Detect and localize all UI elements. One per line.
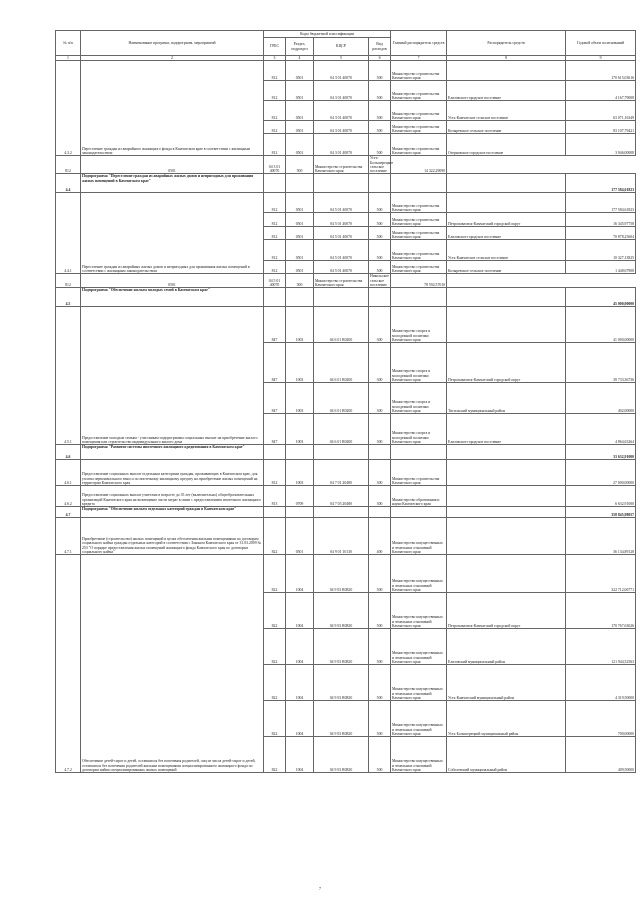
vr-code: 500 bbox=[369, 61, 391, 81]
vr-code: 300 bbox=[369, 460, 391, 486]
grbs-code: 822 bbox=[264, 737, 286, 773]
annual-amount: 27 000,00000 bbox=[566, 460, 636, 486]
measure-name: Обеспечение детей-сирот и детей, оставшихся без попечения родителей, лиц из числа детей-сирот и детей, оставшихся без попечения родителей жилыми помещениями специализированного жилищного фонда по договорам найма специализированных жилых помещений bbox=[81, 555, 264, 773]
grbs-code: 812 bbox=[264, 261, 286, 274]
empty-cell bbox=[314, 445, 369, 460]
kcsr-code: 04 5 01 40070 bbox=[314, 193, 369, 213]
vr-code: 500 bbox=[369, 193, 391, 213]
annual-amount: 14 322,29090 bbox=[391, 156, 447, 174]
measure-row bbox=[56, 307, 636, 343]
funds-recipient bbox=[447, 61, 566, 81]
main-administrator: Министерство имущественных и земельных отношений Камчатского края bbox=[391, 737, 447, 773]
funds-recipient bbox=[447, 460, 566, 486]
grbs-code: 822 bbox=[264, 665, 286, 701]
empty-cell bbox=[447, 507, 566, 518]
subprogram-amount: 33 632,91000 bbox=[566, 445, 636, 460]
grbs-code: 822 bbox=[264, 555, 286, 593]
empty-cell bbox=[369, 288, 391, 307]
col-number: 6 bbox=[369, 56, 391, 61]
empty-cell bbox=[369, 174, 391, 193]
vr-code: 500 bbox=[369, 737, 391, 773]
measure-row bbox=[56, 193, 636, 213]
empty-cell bbox=[314, 507, 369, 518]
measure-number: 4.5.1 bbox=[56, 307, 81, 445]
annual-amount: 63 071,16349 bbox=[566, 101, 636, 121]
annual-amount: 36 134,89128 bbox=[566, 518, 636, 555]
vr-code: 500 bbox=[369, 227, 391, 240]
main-administrator: Министерство строительства Камчатского края bbox=[391, 261, 447, 274]
kcsr-code: 04 3 01 40070 bbox=[314, 134, 369, 156]
main-administrator: Министерство спорта и молодежной политики Камчатского края bbox=[391, 383, 447, 414]
razdel-code: 1004 bbox=[286, 593, 314, 629]
subprogram-name: Подпрограмма "Переселение граждан из аварийных жилых домов и непригодных для проживания жилых помещений в Камчатском крае" bbox=[81, 174, 264, 193]
empty-cell bbox=[369, 507, 391, 518]
razdel-code: 1004 bbox=[286, 737, 314, 773]
measure-row bbox=[56, 61, 636, 81]
funds-recipient: Тигильский муниципальный район bbox=[447, 383, 566, 414]
funds-recipient: Козыревское сельское поселение bbox=[447, 121, 566, 134]
funds-recipient: Елизовское городское поселение bbox=[447, 81, 566, 101]
razdel-code: 0501 bbox=[286, 227, 314, 240]
empty-cell bbox=[447, 445, 566, 460]
main-administrator: Министерство образования и науки Камчатского края bbox=[391, 486, 447, 507]
funds-recipient: Козыревское сельское поселение bbox=[447, 261, 566, 274]
measure-row bbox=[56, 486, 636, 507]
main-administrator: Министерство строительства Камчатского края bbox=[314, 156, 369, 174]
main-administrator: Министерство строительства Камчатского края bbox=[391, 213, 447, 227]
main-administrator: Министерство спорта и молодежной политики Камчатского края bbox=[391, 343, 447, 383]
funds-recipient: Петропавловск-Камчатский городской округ bbox=[447, 593, 566, 629]
grbs-code: 847 bbox=[264, 307, 286, 343]
col-header-admin: Главный распорядитель средств bbox=[391, 31, 447, 56]
col-header-grbs: ГРБС bbox=[264, 38, 286, 56]
grbs-code: 812 bbox=[56, 156, 81, 174]
razdel-code: 0501 bbox=[286, 121, 314, 134]
subprogram-row bbox=[56, 174, 636, 193]
measure-name: Предоставление социальных выплат отдельным категориям граждан, проживающих в Камчатском крае, для уплаты первоначального взноса по ипотечному жилищному кредиту на приобретение жилых помещений на территории Камчатского края bbox=[81, 460, 264, 486]
grbs-code: 812 bbox=[264, 121, 286, 134]
grbs-code: 813 bbox=[264, 486, 286, 507]
annual-amount: 10 327,13825 bbox=[566, 240, 636, 261]
funds-recipient: Никольское сельское поселение bbox=[370, 274, 389, 288]
empty-cell bbox=[447, 174, 566, 193]
vr-code: 500 bbox=[369, 134, 391, 156]
grbs-code: 822 bbox=[264, 629, 286, 665]
col-number: 1 bbox=[56, 56, 81, 61]
main-administrator: Министерство строительства Камчатского края bbox=[314, 274, 369, 288]
kcsr-code: 04 9 03 R0820 bbox=[314, 737, 369, 773]
empty-cell bbox=[286, 445, 314, 460]
main-administrator: Министерство строительства Камчатского края bbox=[391, 240, 447, 261]
annual-amount: 4 319,50000 bbox=[566, 665, 636, 701]
subprogram-name: Подпрограмма "Обеспечение жильем молодых семей в Камчатском крае" bbox=[81, 288, 264, 307]
funds-recipient: Елизовское городское поселение bbox=[447, 227, 566, 240]
main-administrator: Министерство имущественных и земельных отношений Камчатского края bbox=[391, 518, 447, 555]
grbs-code: 812 bbox=[264, 227, 286, 240]
annual-amount: 70 878,25604 bbox=[566, 227, 636, 240]
razdel-code: 0501 bbox=[286, 81, 314, 101]
razdel-code: 1003 bbox=[286, 343, 314, 383]
annual-amount: 409,50000 bbox=[566, 737, 636, 773]
kcsr-code: 04 9 03 R0820 bbox=[314, 593, 369, 629]
funds-recipient bbox=[447, 555, 566, 593]
annual-amount: 4 167,79008 bbox=[566, 81, 636, 101]
razdel-code: 0501 bbox=[286, 101, 314, 121]
kcsr-code: 04 5 01 40070 bbox=[314, 227, 369, 240]
annual-amount: 83 107,79421 bbox=[566, 121, 636, 134]
vr-code: 500 bbox=[369, 121, 391, 134]
empty-cell bbox=[264, 288, 286, 307]
razdel-code: 0501 bbox=[81, 156, 264, 174]
subprogram-number: 4.7 bbox=[56, 507, 81, 518]
vr-code: 300 bbox=[369, 307, 391, 343]
kcsr-code: 04 3 01 40070 bbox=[314, 121, 369, 134]
measure-row bbox=[56, 460, 636, 486]
razdel-code: 0501 bbox=[286, 134, 314, 156]
razdel-code: 0501 bbox=[286, 261, 314, 274]
empty-cell bbox=[286, 288, 314, 307]
grbs-code: 812 bbox=[264, 61, 286, 81]
kcsr-code: 04 3 01 40070 bbox=[264, 156, 286, 174]
measure-row bbox=[56, 518, 636, 555]
subprogram-amount: 358 845,98057 bbox=[566, 507, 636, 518]
col-number: 3 bbox=[264, 56, 286, 61]
empty-cell bbox=[391, 174, 447, 193]
funds-recipient: Елизовское городское поселение bbox=[447, 414, 566, 445]
table-body bbox=[56, 61, 636, 773]
kcsr-code: 04 5 01 40070 bbox=[264, 274, 286, 288]
kcsr-code: 04 7 01 20480 bbox=[314, 460, 369, 486]
razdel-code: 1003 bbox=[286, 414, 314, 445]
vr-code: 500 bbox=[369, 101, 391, 121]
grbs-code: 847 bbox=[264, 343, 286, 383]
kcsr-code: 04 6 01 R0200 bbox=[314, 343, 369, 383]
grbs-code: 812 bbox=[264, 81, 286, 101]
funds-recipient: Елизовский муниципальный район bbox=[447, 629, 566, 665]
measure-number: 4.3.2 bbox=[56, 61, 81, 156]
measure-name: Предоставление социальных выплат учителям в возрасте до 35 лет (включительно) общеобразовательных организаций Камчатского края на возмещение части затрат в связи с предоставлением ипотечного жилищного кредита bbox=[81, 486, 264, 507]
funds-recipient: Петропавловск-Камчатский городской округ bbox=[447, 213, 566, 227]
kcsr-code: 04 5 01 40070 bbox=[314, 240, 369, 261]
kcsr-code: 04 5 01 40070 bbox=[314, 213, 369, 227]
funds-recipient bbox=[447, 518, 566, 555]
main-administrator: Министерство имущественных и земельных отношений Камчатского края bbox=[391, 593, 447, 629]
vr-code: 500 bbox=[369, 81, 391, 101]
funds-recipient: Соболевский муниципальный район bbox=[447, 737, 566, 773]
razdel-code: 0501 bbox=[286, 193, 314, 213]
annual-amount: 4 864,63264 bbox=[566, 414, 636, 445]
measure-name: Переселение граждан из аварийных жилых домов и непригодных для проживания жилых помещений в соответствии с жилищным законодательством bbox=[81, 193, 264, 274]
kcsr-code: 04 9 03 R0820 bbox=[314, 555, 369, 593]
annual-amount: 41 000,00000 bbox=[566, 307, 636, 343]
annual-amount: 170 615,03616 bbox=[566, 61, 636, 81]
vr-code: 500 bbox=[369, 555, 391, 593]
vr-code: 500 bbox=[369, 240, 391, 261]
col-number: 5 bbox=[314, 56, 369, 61]
measure-number: 4.7.1 bbox=[56, 518, 81, 555]
grbs-code: 812 bbox=[264, 213, 286, 227]
subprogram-number: 4.5 bbox=[56, 288, 81, 307]
kcsr-code: 04 6 01 R0200 bbox=[314, 414, 369, 445]
razdel-code: 1003 bbox=[286, 383, 314, 414]
subprogram-row bbox=[56, 288, 636, 307]
annual-amount: 402,00000 bbox=[566, 383, 636, 414]
budget-sheet bbox=[55, 30, 635, 773]
subprogram-row bbox=[56, 507, 636, 518]
vr-code: 300 bbox=[369, 383, 391, 414]
grbs-code: 812 bbox=[264, 134, 286, 156]
col-number: 9 bbox=[566, 56, 636, 61]
header-row-top bbox=[56, 31, 636, 38]
razdel-code: 1004 bbox=[286, 701, 314, 737]
funds-recipient: Усть-Камчатское сельское поселение bbox=[447, 240, 566, 261]
empty-cell bbox=[391, 288, 447, 307]
vr-code: 500 bbox=[286, 156, 314, 174]
razdel-code: 1004 bbox=[286, 629, 314, 665]
subprogram-name: Подпрограмма "Развитие системы ипотечного жилищного кредитования в Камчатском крае" bbox=[81, 445, 264, 460]
col-number: 4 bbox=[286, 56, 314, 61]
main-administrator: Министерство строительства Камчатского края bbox=[391, 227, 447, 240]
vr-code: 400 bbox=[369, 518, 391, 555]
kcsr-code: 04 3 01 40070 bbox=[314, 101, 369, 121]
annual-amount: 1 448,67908 bbox=[566, 261, 636, 274]
vr-code: 500 bbox=[369, 213, 391, 227]
empty-cell bbox=[264, 445, 286, 460]
funds-recipient bbox=[447, 486, 566, 507]
vr-code: 500 bbox=[369, 593, 391, 629]
empty-cell bbox=[369, 445, 391, 460]
col-header-name: Наименование программ, подпрограмм, мероприятий bbox=[81, 31, 264, 56]
subprogram-amount: 45 000,00000 bbox=[566, 288, 636, 307]
annual-amount: 78 592,57010 bbox=[391, 274, 447, 288]
kcsr-code: 04 9 03 R0820 bbox=[314, 629, 369, 665]
razdel-code: 0501 bbox=[286, 240, 314, 261]
empty-cell bbox=[447, 288, 566, 307]
razdel-code: 0501 bbox=[81, 274, 264, 288]
annual-amount: 700,00000 bbox=[566, 701, 636, 737]
measure-detail-row bbox=[56, 274, 636, 288]
main-administrator: Министерство спорта и молодежной политики Камчатского края bbox=[391, 414, 447, 445]
annual-amount: 170 767,63026 bbox=[566, 593, 636, 629]
main-administrator: Министерство строительства Камчатского края bbox=[391, 81, 447, 101]
subprogram-number: 4.6 bbox=[56, 445, 81, 460]
col-header-total: Годовой объем ассигнований bbox=[566, 31, 636, 56]
vr-code: 500 bbox=[369, 665, 391, 701]
kcsr-code: 04 3 01 40070 bbox=[314, 61, 369, 81]
main-administrator: Министерство имущественных и земельных отношений Камчатского края bbox=[391, 629, 447, 665]
funds-recipient: Усть-Камчатское сельское поселение bbox=[447, 101, 566, 121]
empty-cell bbox=[391, 445, 447, 460]
razdel-code: 1004 bbox=[286, 555, 314, 593]
measure-number: 4.6.1 bbox=[56, 460, 81, 486]
col-header-num: № п/п bbox=[56, 31, 81, 56]
vr-code: 300 bbox=[369, 486, 391, 507]
kcsr-code: 04 5 01 40070 bbox=[314, 261, 369, 274]
funds-recipient: Усть-Камчатский муниципальный район bbox=[447, 665, 566, 701]
grbs-code: 812 bbox=[264, 240, 286, 261]
budget-table bbox=[55, 30, 636, 773]
col-header-codes: Коды бюджетной классификации bbox=[264, 31, 391, 38]
vr-code: 500 bbox=[286, 274, 314, 288]
funds-recipient bbox=[447, 307, 566, 343]
page-number: 7 bbox=[319, 886, 321, 891]
funds-recipient: Усть-Большерецкий муниципальный район bbox=[447, 701, 566, 737]
grbs-code: 812 bbox=[56, 274, 81, 288]
col-header-kcsr: КЦСР bbox=[314, 38, 369, 56]
main-administrator: Министерство строительства Камчатского края bbox=[391, 101, 447, 121]
grbs-code: 847 bbox=[264, 383, 286, 414]
main-administrator: Министерство строительства Камчатского края bbox=[391, 134, 447, 156]
vr-code: 500 bbox=[369, 261, 391, 274]
annual-amount: 322 712,06771 bbox=[566, 555, 636, 593]
main-administrator: Министерство строительства Камчатского края bbox=[391, 193, 447, 213]
empty-cell bbox=[286, 507, 314, 518]
funds-recipient bbox=[447, 193, 566, 213]
kcsr-code: 04 6 01 R0200 bbox=[314, 383, 369, 414]
kcsr-code: 04 6 01 R0200 bbox=[314, 307, 369, 343]
col-header-recipient: Распорядитель средств bbox=[447, 31, 566, 56]
subprogram-amount: 177 584,61823 bbox=[566, 174, 636, 193]
grbs-code: 812 bbox=[264, 193, 286, 213]
grbs-code: 822 bbox=[264, 518, 286, 555]
main-administrator: Министерство строительства Камчатского края bbox=[391, 121, 447, 134]
empty-cell bbox=[264, 174, 286, 193]
col-number: 2 bbox=[81, 56, 264, 61]
vr-code: 500 bbox=[369, 629, 391, 665]
vr-code: 500 bbox=[369, 701, 391, 737]
vr-code: 300 bbox=[369, 414, 391, 445]
empty-cell bbox=[314, 174, 369, 193]
kcsr-code: 04 7 03 20480 bbox=[314, 486, 369, 507]
col-header-razdel: Раздел, подраздел bbox=[286, 38, 314, 56]
razdel-code: 1003 bbox=[286, 307, 314, 343]
subprogram-number: 4.4 bbox=[56, 174, 81, 193]
razdel-code: 0501 bbox=[286, 61, 314, 81]
main-administrator: Министерство имущественных и земельных отношений Камчатского края bbox=[391, 701, 447, 737]
vr-code: 300 bbox=[369, 343, 391, 383]
annual-amount: 16 345,97758 bbox=[566, 213, 636, 227]
funds-recipient: Петропавловск-Камчатский городской округ bbox=[447, 343, 566, 383]
subprogram-name: Подпрограмма "Обеспечение жильем отдельных категорий граждан в Камчатском крае" bbox=[81, 507, 264, 518]
funds-recipient: Усть-Большерецкое сельское поселение bbox=[370, 156, 394, 174]
empty-cell bbox=[286, 174, 314, 193]
kcsr-code: 04 9 01 10130 bbox=[314, 518, 369, 555]
main-administrator: Министерство строительства Камчатского края bbox=[391, 61, 447, 81]
grbs-code: 822 bbox=[264, 593, 286, 629]
measure-name: Предоставление молодым семьям - участникам подпрограммы социальных выплат на приобретение жилого помещения или строительство индивидуального жилого дома bbox=[81, 307, 264, 445]
grbs-code: 822 bbox=[264, 701, 286, 737]
razdel-code: 1003 bbox=[286, 460, 314, 486]
razdel-code: 0709 bbox=[286, 486, 314, 507]
annual-amount: 6 632,91000 bbox=[566, 486, 636, 507]
measure-number: 4.6.2 bbox=[56, 486, 81, 507]
annual-amount: 121 944,52563 bbox=[566, 629, 636, 665]
annual-amount: 39 733,36736 bbox=[566, 343, 636, 383]
kcsr-code: 04 3 01 40070 bbox=[314, 81, 369, 101]
razdel-code: 0501 bbox=[286, 213, 314, 227]
col-number: 7 bbox=[391, 56, 447, 61]
razdel-code: 1004 bbox=[286, 665, 314, 701]
funds-recipient: Озерновское городское поселение bbox=[447, 134, 566, 156]
razdel-code: 0501 bbox=[286, 518, 314, 555]
measure-name: Приобретение (строительство) жилых помещений в целях обеспечения жилыми помещениями по договорам социального найма граждан отдельных категорий в соответствии с Законом Камчатского края от 31.03.2009 № 253 "О порядке предоставления жилых помещений жилищного фонда Камчатского края по договорам социального найма" bbox=[81, 518, 264, 555]
main-administrator: Министерство строительства Камчатского края bbox=[391, 460, 447, 486]
measure-name: Переселение граждан из аварийного жилищного фонда в Камчатском крае в соответствии с жилищным законодательством bbox=[81, 61, 264, 156]
subprogram-row bbox=[56, 445, 636, 460]
empty-cell bbox=[314, 288, 369, 307]
main-administrator: Министерство имущественных и земельных отношений Камчатского края bbox=[391, 555, 447, 593]
annual-amount: 3 946,00008 bbox=[566, 134, 636, 156]
measure-number: 4.4.1 bbox=[56, 193, 81, 274]
measure-detail-row bbox=[56, 156, 636, 174]
measure-row bbox=[56, 555, 636, 593]
kcsr-code: 04 9 03 R0820 bbox=[314, 701, 369, 737]
empty-cell bbox=[391, 507, 447, 518]
grbs-code: 812 bbox=[264, 101, 286, 121]
kcsr-code: 04 9 03 R0820 bbox=[314, 665, 369, 701]
main-administrator: Министерство имущественных и земельных отношений Камчатского края bbox=[391, 665, 447, 701]
col-header-vr: Вид расходов bbox=[369, 38, 391, 56]
main-administrator: Министерство спорта и молодежной политики Камчатского края bbox=[391, 307, 447, 343]
grbs-code: 812 bbox=[264, 460, 286, 486]
col-number: 8 bbox=[447, 56, 566, 61]
grbs-code: 847 bbox=[264, 414, 286, 445]
empty-cell bbox=[264, 507, 286, 518]
annual-amount: 177 584,61823 bbox=[566, 193, 636, 213]
measure-number: 4.7.2 bbox=[56, 555, 81, 773]
